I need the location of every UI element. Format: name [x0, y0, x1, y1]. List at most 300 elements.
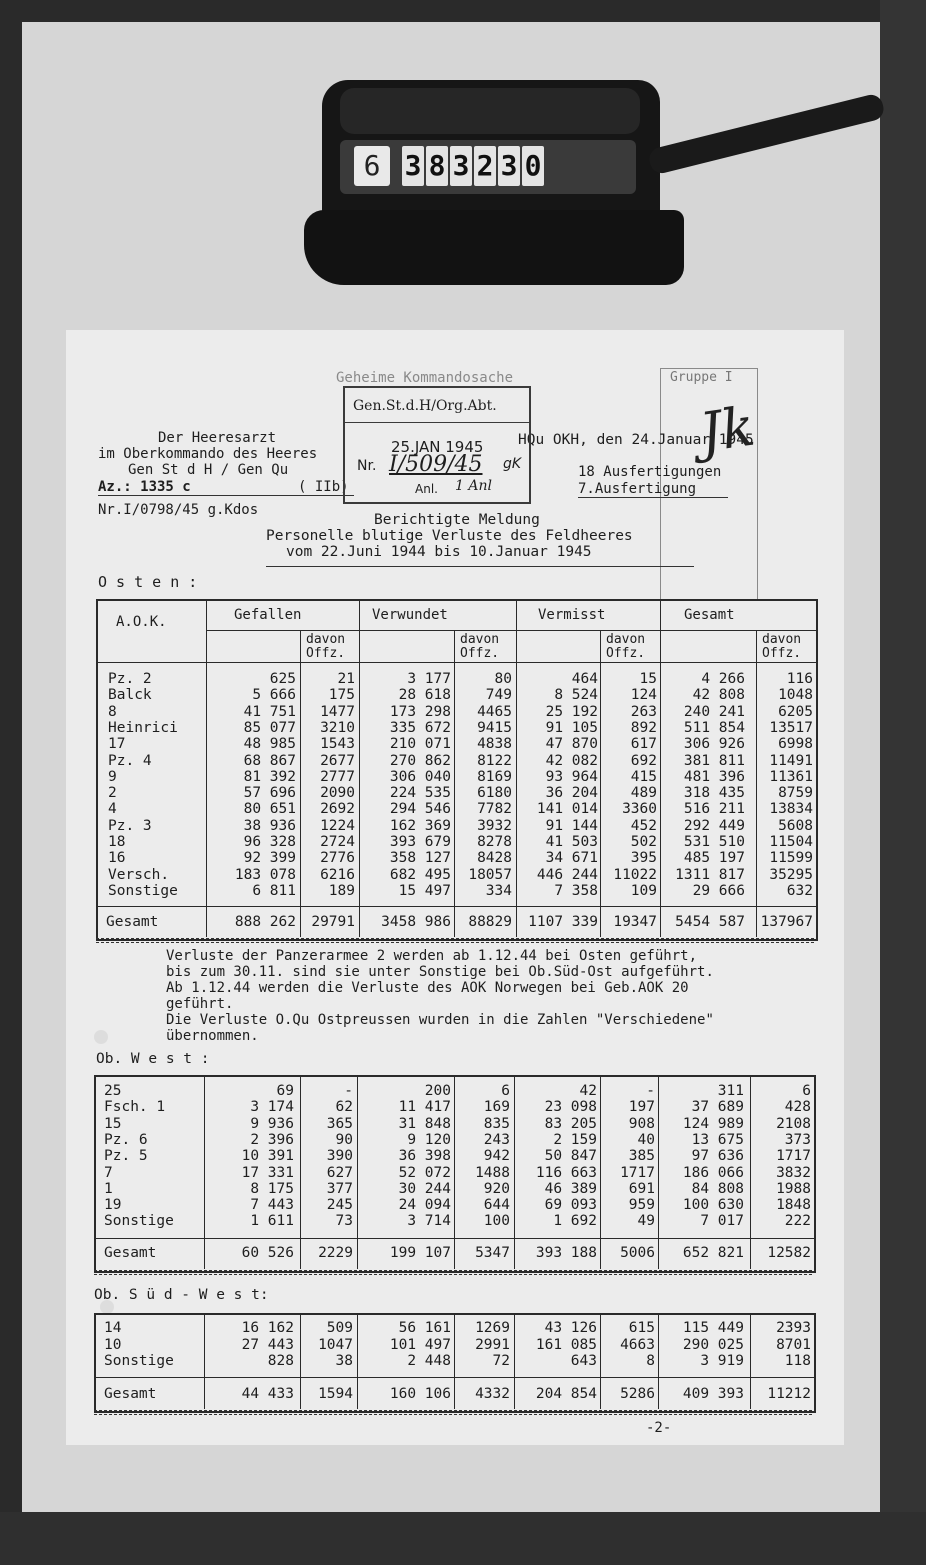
table-cell: 1543: [320, 736, 355, 753]
double-rule: [94, 1410, 812, 1415]
total-cell: 88829: [468, 914, 512, 930]
table-cell: 1717: [776, 1148, 811, 1165]
table-cell: 17 331: [241, 1164, 294, 1181]
table-cell: 617: [630, 736, 657, 753]
counter-digit: 2: [474, 146, 496, 186]
table-cell: 245: [326, 1197, 353, 1214]
table-cell: 464: [571, 671, 598, 687]
row-label: Fsch. 1: [104, 1099, 166, 1116]
table-cell: 11022: [613, 866, 657, 883]
note-line: bis zum 30.11. sind sie unter Sonstige bei Ob.Süd-Ost aufgeführt.: [166, 964, 714, 980]
table-cell: 290 025: [682, 1336, 744, 1353]
row-label: Balck: [108, 687, 152, 704]
note-line: Die Verluste O.Qu Ostpreussen wurden in die Zahlen "Verschiedene": [166, 1012, 714, 1028]
table-cell: -: [646, 1083, 655, 1099]
table-cell: 85 077: [243, 719, 296, 736]
header-vermisst: Vermisst: [538, 607, 606, 623]
note-line: Ab 1.12.44 werden die Verluste des AOK Norwegen bei Geb.AOK 20: [166, 980, 689, 996]
az-reference: ( IIb): [298, 479, 349, 495]
table-cell: 28 618: [398, 687, 451, 704]
table-cell: 5 666: [252, 687, 296, 704]
table-cell: 162 369: [389, 817, 451, 834]
header-aok: A.O.K.: [116, 614, 167, 630]
faint-classification-header: Geheime Kommandosache: [336, 370, 514, 386]
header-davon: davon: [762, 632, 802, 647]
gruppe-label: Gruppe I: [670, 370, 733, 385]
row-label: Sonstige: [104, 1353, 174, 1369]
row-label: 16: [108, 850, 126, 867]
counter-base: [304, 210, 684, 285]
frame-counter-device: [322, 80, 660, 285]
table-cell: 334: [485, 882, 512, 899]
table-cell: -: [344, 1083, 353, 1099]
table-cell: 3932: [477, 817, 512, 834]
table-cell: 13517: [769, 719, 813, 736]
total-cell: 888 262: [234, 914, 296, 930]
header-rule: [206, 630, 816, 631]
table-cell: 48 985: [243, 736, 296, 753]
total-cell: 1594: [318, 1386, 353, 1402]
table-cell: 1988: [776, 1180, 811, 1197]
counter-digit: 3: [402, 146, 424, 186]
table-cell: 50 847: [544, 1148, 597, 1165]
table-cell: 3 177: [407, 671, 451, 687]
table-cell: 46 389: [544, 1180, 597, 1197]
section-label-west: Ob. W e s t :: [96, 1051, 210, 1067]
table-cell: 56 161: [398, 1320, 451, 1336]
table-cell: 311: [717, 1083, 744, 1099]
table-cell: 118: [784, 1353, 811, 1369]
table-cell: 11599: [769, 850, 813, 867]
copies-count: 18 Ausfertigungen: [578, 464, 722, 480]
table-cell: 141 014: [536, 801, 598, 818]
table-cell: 644: [483, 1197, 510, 1214]
note-line: Verluste der Panzerarmee 2 werden ab 1.12.44 bei Osten geführt,: [166, 948, 698, 964]
row-label: Sonstige: [104, 1213, 174, 1230]
table-cell: 6: [802, 1083, 811, 1099]
header-gefallen: Gefallen: [234, 607, 302, 623]
header-davon: davon: [460, 632, 500, 647]
header-verwundet: Verwundet: [372, 607, 448, 623]
row-label: Pz. 5: [104, 1148, 148, 1165]
table-cell: 81 392: [243, 768, 296, 785]
table-cell: 11361: [769, 768, 813, 785]
table-cell: 38: [335, 1353, 353, 1369]
table-cell: 92 399: [243, 850, 296, 867]
table-cell: 37 689: [691, 1099, 744, 1116]
table-cell: 36 204: [545, 785, 598, 802]
row-label: 19: [104, 1197, 122, 1214]
table-cell: 335 672: [389, 719, 451, 736]
table-cell: 8122: [477, 752, 512, 769]
table-cell: 3832: [776, 1164, 811, 1181]
counter-digit: 3: [450, 146, 472, 186]
copy-underline: [578, 497, 728, 498]
table-cell: 243: [483, 1131, 510, 1148]
table-cell: 4 266: [701, 671, 745, 687]
table-cell: 200: [424, 1083, 451, 1099]
table-cell: 2393: [776, 1320, 811, 1336]
table-cell: 62: [335, 1099, 353, 1116]
total-rule: [96, 906, 816, 907]
total-cell: 409 393: [682, 1386, 744, 1402]
handwritten-initials: Jk: [695, 394, 759, 465]
table-cell: 7 017: [700, 1213, 744, 1230]
header-rule: [96, 662, 816, 663]
header-davon: davon: [606, 632, 646, 647]
counter-window: [340, 140, 636, 194]
table-cell: 27 443: [241, 1336, 294, 1353]
table-cell: 80: [494, 671, 512, 687]
total-cell: 5286: [620, 1386, 655, 1402]
table-cell: 35295: [769, 866, 813, 883]
table-cell: 84 808: [691, 1180, 744, 1197]
total-cell: 652 821: [682, 1245, 744, 1261]
table-cell: 18057: [468, 866, 512, 883]
stamp-nr-label: Nr.: [357, 458, 377, 474]
total-label: Gesamt: [104, 1245, 157, 1261]
counter-digit: 8: [426, 146, 448, 186]
total-cell: 137967: [760, 914, 813, 930]
table-cell: 16 162: [241, 1320, 294, 1336]
table-cell: 1477: [320, 703, 355, 720]
table-cell: 36 398: [398, 1148, 451, 1165]
table-cell: 632: [786, 882, 813, 899]
table-cell: 42 808: [692, 687, 745, 704]
table-cell: 263: [630, 703, 657, 720]
row-label: Pz. 2: [108, 671, 152, 687]
org-line-3: Gen St d H / Gen Qu: [128, 462, 289, 478]
table-cell: 1048: [778, 687, 813, 704]
table-cell: 116: [786, 671, 813, 687]
header-gesamt: Gesamt: [684, 607, 735, 623]
table-cell: 183 078: [234, 866, 296, 883]
table-cell: 1 611: [250, 1213, 294, 1230]
table-cell: 169: [483, 1099, 510, 1116]
table-cell: 8701: [776, 1336, 811, 1353]
table-cell: 892: [630, 719, 657, 736]
table-cell: 2090: [320, 785, 355, 802]
table-cell: 1717: [620, 1164, 655, 1181]
table-cell: 97 636: [691, 1148, 744, 1165]
table-cell: 381 811: [683, 752, 745, 769]
stamp-anl-value: 1 Anl: [455, 478, 492, 494]
table-cell: 224 535: [389, 785, 451, 802]
row-label: Pz. 6: [104, 1131, 148, 1148]
table-cell: 83 205: [544, 1115, 597, 1132]
table-cell: 29 666: [692, 882, 745, 899]
table-cell: 6998: [778, 736, 813, 753]
stamp-date: 25.JAN 1945: [391, 438, 484, 456]
header-offz: Offz.: [460, 646, 500, 661]
punch-hole: [94, 1030, 108, 1044]
row-label: 9: [108, 768, 117, 785]
table-cell: 116 663: [535, 1164, 597, 1181]
table-cell: 8759: [778, 785, 813, 802]
table-cell: 643: [570, 1353, 597, 1369]
table-cell: 625: [269, 671, 296, 687]
table-cell: 210 071: [389, 736, 451, 753]
table-cell: 47 870: [545, 736, 598, 753]
total-cell: 5347: [475, 1245, 510, 1261]
table-cell: 109: [630, 882, 657, 899]
table-cell: 485 197: [683, 850, 745, 867]
table-cell: 189: [328, 882, 355, 899]
counter-digit: 3: [498, 146, 520, 186]
table-cell: 358 127: [389, 850, 451, 867]
section-label-suedwest: Ob. S ü d - W e s t:: [94, 1287, 269, 1303]
table-cell: 91 144: [545, 817, 598, 834]
counter-digit: 0: [522, 146, 544, 186]
table-cell: 13 675: [691, 1131, 744, 1148]
total-cell: 199 107: [389, 1245, 451, 1261]
table-cell: 1848: [776, 1197, 811, 1214]
table-cell: 306 926: [683, 736, 745, 753]
row-label: 25: [104, 1083, 122, 1099]
table-cell: 69 093: [544, 1197, 597, 1214]
table-cell: 3 714: [407, 1213, 451, 1230]
total-cell: 5006: [620, 1245, 655, 1261]
total-cell: 4332: [475, 1386, 510, 1402]
total-cell: 44 433: [241, 1386, 294, 1402]
table-cell: 31 848: [398, 1115, 451, 1132]
row-label: 14: [104, 1320, 122, 1336]
table-cell: 101 497: [389, 1336, 451, 1353]
header-davon: davon: [306, 632, 346, 647]
table-cell: 7782: [477, 801, 512, 818]
table-cell: 828: [267, 1353, 294, 1369]
total-cell: 2229: [318, 1245, 353, 1261]
table-cell: 93 964: [545, 768, 598, 785]
table-cell: 682 495: [389, 866, 451, 883]
table-cell: 318 435: [683, 785, 745, 802]
row-label: 17: [108, 736, 126, 753]
table-cell: 68 867: [243, 752, 296, 769]
total-cell: 11212: [767, 1386, 811, 1402]
table-cell: 8: [646, 1353, 655, 1369]
az-number: Az.: 1335 c: [98, 479, 191, 495]
table-cell: 920: [483, 1180, 510, 1197]
table-cell: 959: [628, 1197, 655, 1214]
table-cell: 270 862: [389, 752, 451, 769]
table-cell: 2677: [320, 752, 355, 769]
background-edge: [880, 0, 926, 1565]
table-cell: 24 094: [398, 1197, 451, 1214]
table-cell: 5608: [778, 817, 813, 834]
table-cell: 428: [784, 1099, 811, 1116]
header-offz: Offz.: [762, 646, 802, 661]
table-cell: 4838: [477, 736, 512, 753]
total-cell: 160 106: [389, 1386, 451, 1402]
table-cell: 615: [628, 1320, 655, 1336]
stamp-nr-suffix: gK: [503, 456, 522, 472]
table-cell: 4663: [620, 1336, 655, 1353]
table-cell: 3 174: [250, 1099, 294, 1116]
total-cell: 393 188: [535, 1245, 597, 1261]
table-cell: 80 651: [243, 801, 296, 818]
table-cell: 1224: [320, 817, 355, 834]
table-cell: 10 391: [241, 1148, 294, 1165]
counter-digits: [402, 146, 544, 188]
table-cell: 1 692: [553, 1213, 597, 1230]
table-cell: 7 358: [554, 882, 598, 899]
table-cell: 446 244: [536, 866, 598, 883]
table-cell: 908: [628, 1115, 655, 1132]
page-number: -2-: [646, 1420, 672, 1436]
table-cell: 57 696: [243, 785, 296, 802]
table-cell: 481 396: [683, 768, 745, 785]
table-cell: 41 503: [545, 834, 598, 850]
table-cell: 175: [328, 687, 355, 704]
table-cell: 96 328: [243, 834, 296, 850]
table-cell: 294 546: [389, 801, 451, 818]
table-cell: 2777: [320, 768, 355, 785]
table-cell: 2 448: [407, 1353, 451, 1369]
table-cell: 9415: [477, 719, 512, 736]
row-label: 2: [108, 785, 117, 802]
table-cell: 531 510: [683, 834, 745, 850]
row-label: Versch.: [108, 866, 170, 883]
row-label: Heinrici: [108, 719, 178, 736]
table-cell: 390: [326, 1148, 353, 1165]
table-cell: 30 244: [398, 1180, 451, 1197]
row-label: 8: [108, 703, 117, 720]
table-cell: 749: [485, 687, 512, 704]
table-cell: 4465: [477, 703, 512, 720]
table-cell: 11504: [769, 834, 813, 850]
table-cell: 40: [637, 1131, 655, 1148]
table-cell: 8428: [477, 850, 512, 867]
double-rule: [94, 1270, 812, 1275]
table-cell: 91 105: [545, 719, 598, 736]
double-rule: [96, 938, 814, 943]
table-cell: 11491: [769, 752, 813, 769]
table-cell: 15 497: [398, 882, 451, 899]
table-cell: 41 751: [243, 703, 296, 720]
table-cell: 835: [483, 1115, 510, 1132]
table-cell: 9 936: [250, 1115, 294, 1132]
table-cell: 34 671: [545, 850, 598, 867]
table-cell: 377: [326, 1180, 353, 1197]
counter-top: [340, 88, 640, 134]
total-cell: 5454 587: [675, 914, 745, 930]
background-edge-bottom: [0, 1512, 926, 1565]
table-cell: 2108: [776, 1115, 811, 1132]
table-cell: 502: [630, 834, 657, 850]
table-cell: 292 449: [683, 817, 745, 834]
table-cell: 42: [579, 1083, 597, 1099]
title-line-3: vom 22.Juni 1944 bis 10.Januar 1945: [286, 544, 592, 560]
table-cell: 73: [335, 1213, 353, 1230]
table-cell: 2692: [320, 801, 355, 818]
section-label-osten: O s t e n :: [98, 573, 198, 591]
table-cell: 124: [630, 687, 657, 704]
table-cell: 222: [784, 1213, 811, 1230]
document-number: Nr.I/0798/45 g.Kdos: [98, 502, 259, 518]
table-cell: 415: [630, 768, 657, 785]
table-cell: 385: [628, 1148, 655, 1165]
note-line: geführt.: [166, 996, 234, 1012]
total-cell: 204 854: [535, 1386, 597, 1402]
table-cell: 1047: [318, 1336, 353, 1353]
header-offz: Offz.: [606, 646, 646, 661]
table-cell: 186 066: [682, 1164, 744, 1181]
table-cell: 452: [630, 817, 657, 834]
title-underline: [266, 566, 694, 567]
total-cell: 3458 986: [381, 914, 451, 930]
copy-number: 7.Ausfertigung: [578, 481, 697, 497]
table-cell: 124 989: [682, 1115, 744, 1132]
title-line-2: Personelle blutige Verluste des Feldheeres: [266, 528, 633, 544]
row-label: 1: [104, 1180, 113, 1197]
row-label: Pz. 3: [108, 817, 152, 834]
table-cell: 38 936: [243, 817, 296, 834]
table-cell: 43 126: [544, 1320, 597, 1336]
table-cell: 8 524: [554, 687, 598, 704]
table-cell: 161 085: [535, 1336, 597, 1353]
table-cell: 1311 817: [675, 866, 745, 883]
row-label: Pz. 4: [108, 752, 152, 769]
table-cell: 3360: [622, 801, 657, 818]
table-cell: 15: [639, 671, 657, 687]
table-cell: 692: [630, 752, 657, 769]
total-label: Gesamt: [106, 914, 159, 930]
org-line-2: im Oberkommando des Heeres: [98, 446, 318, 462]
table-cell: 100: [483, 1213, 510, 1230]
total-cell: 1107 339: [528, 914, 598, 930]
table-cell: 23 098: [544, 1099, 597, 1116]
table-cell: 2776: [320, 850, 355, 867]
table-cell: 2 159: [553, 1131, 597, 1148]
table-cell: 49: [637, 1213, 655, 1230]
table-cell: 25 192: [545, 703, 598, 720]
total-label: Gesamt: [104, 1386, 157, 1402]
row-label: 18: [108, 834, 126, 850]
table-cell: 2 396: [250, 1131, 294, 1148]
table-cell: 8169: [477, 768, 512, 785]
table-cell: 13834: [769, 801, 813, 818]
table-cell: 627: [326, 1164, 353, 1181]
table-cell: 100 630: [682, 1197, 744, 1214]
counter-prefix: 6: [354, 146, 390, 186]
stamp-divider: [345, 422, 529, 423]
stamp-title: Gen.St.d.H/Org.Abt.: [353, 398, 497, 414]
table-cell: 6205: [778, 703, 813, 720]
table-cell: 6180: [477, 785, 512, 802]
title-line-1: Berichtigte Meldung: [374, 512, 540, 528]
header-offz: Offz.: [306, 646, 346, 661]
receipt-stamp: [343, 386, 531, 504]
table-cell: 72: [492, 1353, 510, 1369]
table-cell: 395: [630, 850, 657, 867]
table-cell: 9 120: [407, 1131, 451, 1148]
total-cell: 60 526: [241, 1245, 294, 1261]
table-cell: 365: [326, 1115, 353, 1132]
table-cell: 393 679: [389, 834, 451, 850]
table-cell: 197: [628, 1099, 655, 1116]
table-cell: 509: [326, 1320, 353, 1336]
table-cell: 240 241: [683, 703, 745, 720]
total-cell: 12582: [767, 1245, 811, 1261]
stamp-anl-label: Anl.: [415, 482, 438, 496]
table-cell: 3 919: [700, 1353, 744, 1369]
table-cell: 511 854: [683, 719, 745, 736]
table-cell: 52 072: [398, 1164, 451, 1181]
row-label: 15: [104, 1115, 122, 1132]
table-cell: 2724: [320, 834, 355, 850]
table-cell: 942: [483, 1148, 510, 1165]
table-cell: 6 811: [252, 882, 296, 899]
